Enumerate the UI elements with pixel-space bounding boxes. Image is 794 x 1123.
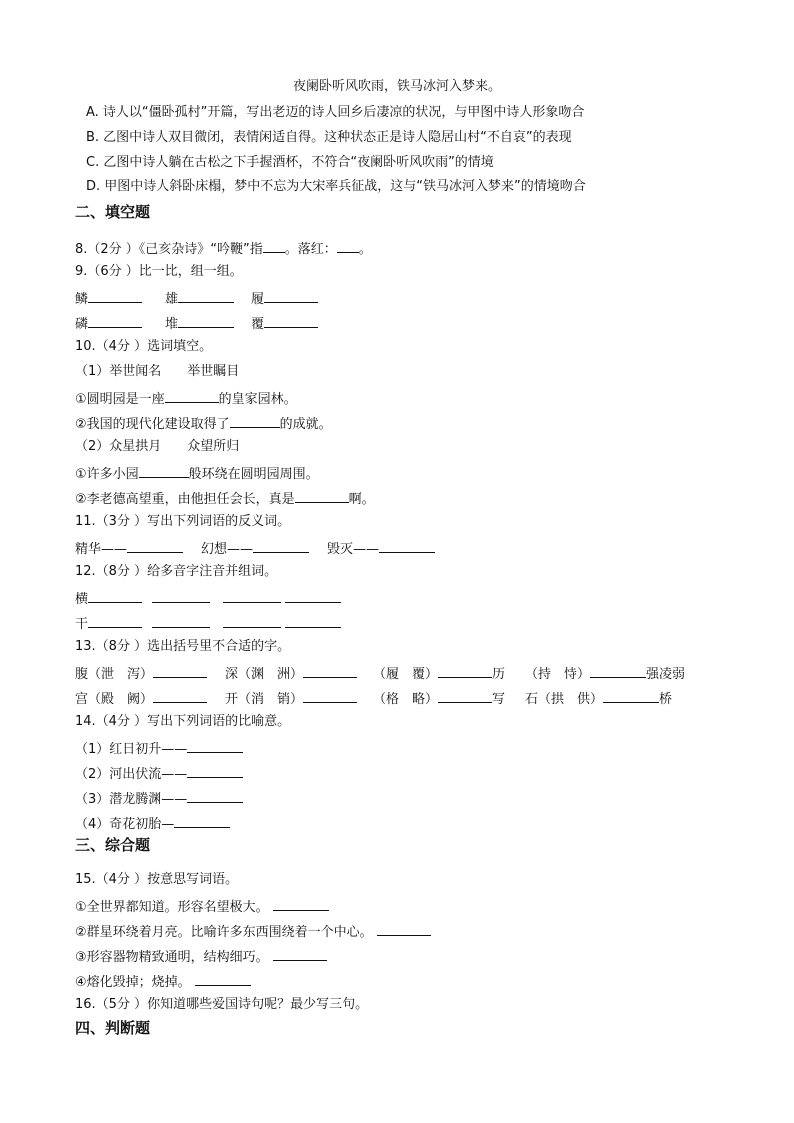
answer-blank[interactable] xyxy=(337,238,359,253)
answer-blank[interactable] xyxy=(263,238,285,253)
q13-choice: 强凌弱 xyxy=(646,667,686,682)
q15-text: ②群星环绕着月亮。比喻许多东西围绕着一个中心。 xyxy=(75,925,373,940)
q10-text: 啊。 xyxy=(348,492,375,507)
q10-text: 的皇家园林。 xyxy=(218,392,297,407)
q8-text-b: 。落红： xyxy=(284,242,337,257)
q10-word-group-2: （2）众星拱月 众望所归 xyxy=(75,439,240,454)
answer-blank[interactable] xyxy=(187,788,243,803)
option-b: B. 乙图中诗人双目微闭，表情闲适自得。这种状态正是诗人隐居山村“不自哀”的表现 xyxy=(86,130,572,145)
answer-blank[interactable] xyxy=(273,896,329,911)
q14-text: （4）奇花初胎— xyxy=(75,817,175,832)
answer-blank[interactable] xyxy=(230,413,280,428)
question-11-title: 11.（3分 ）写出下列词语的反义词。 xyxy=(75,514,291,529)
answer-blank[interactable] xyxy=(152,613,210,628)
answer-blank[interactable] xyxy=(153,663,207,678)
q10-text: ①许多小园 xyxy=(75,467,139,482)
q9-char: 履 xyxy=(251,292,265,307)
q13-choice: （履 覆） xyxy=(373,667,439,682)
q14-item-1 xyxy=(75,738,243,759)
answer-blank[interactable] xyxy=(303,688,357,703)
q15-item-2 xyxy=(75,921,431,942)
answer-blank[interactable] xyxy=(223,588,281,603)
answer-blank[interactable] xyxy=(174,813,230,828)
q13-choice: （格 略） xyxy=(373,692,439,707)
q12-char: 干 xyxy=(75,617,89,632)
q10-text: ②李老德高望重，由他担任会长，真是 xyxy=(75,492,295,507)
q13-choice: （持 恃） xyxy=(525,667,591,682)
q15-text: ①全世界都知道。形容名望极大。 xyxy=(75,900,269,915)
q13-choice: 深（渊 洲） xyxy=(225,667,304,682)
q13-choice: 石（拱 供） xyxy=(525,692,604,707)
q8-text-c: 。 xyxy=(358,242,372,257)
q14-item-2 xyxy=(75,763,243,784)
answer-blank[interactable] xyxy=(178,313,234,328)
q13-choice: 历 xyxy=(492,667,506,682)
answer-blank[interactable] xyxy=(139,463,189,478)
answer-blank[interactable] xyxy=(127,538,183,553)
q13-choice: 写 xyxy=(492,692,506,707)
question-9-title: 9.（6分 ）比一比，组一组。 xyxy=(75,264,243,279)
answer-blank[interactable] xyxy=(590,663,646,678)
q15-item-1 xyxy=(75,896,329,917)
q8-text-a: 8.（2分 ）《己亥杂诗》“吟鞭”指 xyxy=(75,242,263,257)
q13-choice: 腹（泄 泻） xyxy=(75,667,154,682)
question-16: 16.（5分 ）你知道哪些爱国诗句呢？最少写三句。 xyxy=(75,997,369,1012)
q11-word: 精华—— xyxy=(75,542,128,557)
q10-sentence-3 xyxy=(75,463,319,484)
q10-sentence-2 xyxy=(75,413,332,434)
answer-blank[interactable] xyxy=(264,288,318,303)
answer-blank[interactable] xyxy=(285,588,341,603)
q10-text: 的成就。 xyxy=(279,417,332,432)
answer-blank[interactable] xyxy=(223,613,281,628)
q14-text: （2）河出伏流—— xyxy=(75,767,188,782)
option-a: A. 诗人以“僵卧孤村”开篇，写出老迈的诗人回乡后凄凉的状况，与甲图中诗人形象吻合 xyxy=(86,105,585,120)
section-heading-fill-blank: 二、填空题 xyxy=(75,203,151,221)
q15-text: ③形容器物精致通明，结构细巧。 xyxy=(75,950,269,965)
answer-blank[interactable] xyxy=(273,946,327,961)
q10-text: ②我国的现代化建设取得了 xyxy=(75,417,230,432)
q9-char: 鳞 xyxy=(75,292,89,307)
section-heading-comprehensive: 三、综合题 xyxy=(75,836,151,854)
q13-choice: 桥 xyxy=(659,692,673,707)
answer-blank[interactable] xyxy=(379,538,435,553)
q10-sentence-1 xyxy=(75,388,297,409)
question-13-title: 13.（8分 ）选出括号里不合适的字。 xyxy=(75,639,291,654)
q9-char: 覆 xyxy=(251,317,265,332)
q9-char: 堆 xyxy=(165,317,179,332)
question-8 xyxy=(75,238,372,259)
q10-text: ①圆明园是一座 xyxy=(75,392,165,407)
answer-blank[interactable] xyxy=(195,971,251,986)
answer-blank[interactable] xyxy=(264,313,318,328)
question-10-title: 10.（4分 ）选词填空。 xyxy=(75,339,213,354)
answer-blank[interactable] xyxy=(178,288,234,303)
answer-blank[interactable] xyxy=(303,663,357,678)
answer-blank[interactable] xyxy=(187,763,243,778)
answer-blank[interactable] xyxy=(88,313,142,328)
answer-blank[interactable] xyxy=(285,613,341,628)
q9-char: 雄 xyxy=(165,292,179,307)
answer-blank[interactable] xyxy=(295,488,349,503)
q14-item-4 xyxy=(75,813,230,834)
question-12-title: 12.（8分 ）给多音字注音并组词。 xyxy=(75,564,278,579)
answer-blank[interactable] xyxy=(253,538,309,553)
q10-word-group-1: （1）举世闻名 举世瞩目 xyxy=(75,364,240,379)
q13-choice: 宫（殿 阙） xyxy=(75,692,154,707)
answer-blank[interactable] xyxy=(88,288,142,303)
q14-item-3 xyxy=(75,788,243,809)
option-d: D. 甲图中诗人斜卧床榻，梦中不忘为大宋率兵征战，这与“铁马冰河入梦来”的情境吻合 xyxy=(86,179,586,194)
poem-line: 夜阑卧听风吹雨，铁马冰河入梦来。 xyxy=(292,79,501,94)
q10-sentence-4 xyxy=(75,488,375,509)
q14-text: （3）潜龙腾渊—— xyxy=(75,792,188,807)
section-heading-true-false: 四、判断题 xyxy=(75,1019,151,1037)
question-15-title: 15.（4分 ）按意思写词语。 xyxy=(75,872,239,887)
q9-char: 磷 xyxy=(75,317,89,332)
q11-word: 毁灭—— xyxy=(327,542,380,557)
answer-blank[interactable] xyxy=(152,588,210,603)
q15-text: ④熔化毁掉；烧掉。 xyxy=(75,975,191,990)
q10-text: 般环绕在圆明园周围。 xyxy=(188,467,319,482)
answer-blank[interactable] xyxy=(88,588,142,603)
answer-blank[interactable] xyxy=(187,738,243,753)
answer-blank[interactable] xyxy=(438,663,492,678)
answer-blank[interactable] xyxy=(377,921,431,936)
option-c: C. 乙图中诗人躺在古松之下手握酒杯，不符合“夜阑卧听风吹雨”的情境 xyxy=(86,155,494,170)
answer-blank[interactable] xyxy=(165,388,219,403)
q14-text: （1）红日初升—— xyxy=(75,742,188,757)
q12-char: 横 xyxy=(75,592,89,607)
question-14-title: 14.（4分 ）写出下列词语的比喻意。 xyxy=(75,714,291,729)
q15-item-3 xyxy=(75,946,327,967)
answer-blank[interactable] xyxy=(603,688,659,703)
q13-choice: 开（消 销） xyxy=(225,692,304,707)
answer-blank[interactable] xyxy=(438,688,492,703)
answer-blank[interactable] xyxy=(88,613,142,628)
answer-blank[interactable] xyxy=(153,688,207,703)
q15-item-4 xyxy=(75,971,251,992)
q11-word: 幻想—— xyxy=(201,542,254,557)
